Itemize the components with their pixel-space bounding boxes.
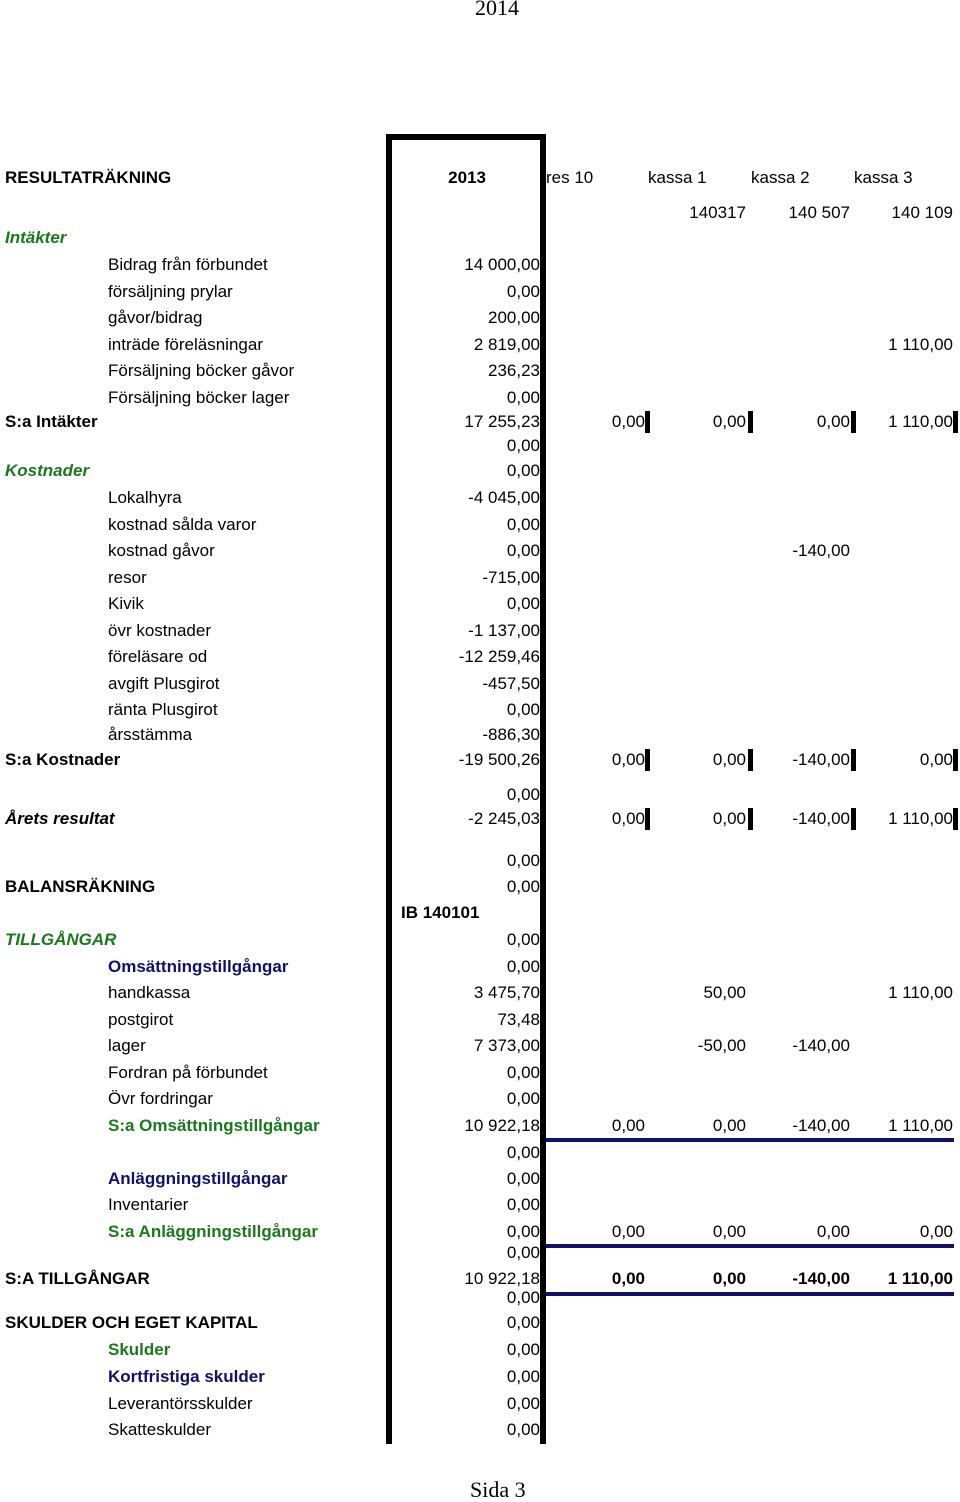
row-label: ränta Plusgirot: [108, 700, 218, 719]
row-label: kostnad sålda varor: [108, 515, 257, 534]
cell-v2013: 0,00: [506, 877, 540, 896]
cell-k1: 50,00: [703, 983, 746, 1002]
row-label: övr kostnader: [108, 621, 211, 640]
cell-k3: 0,00: [919, 1222, 953, 1241]
cell-v2013: 0,00: [506, 1143, 540, 1162]
cell-k3: 0,00: [919, 750, 953, 769]
cell-v2013: 14 000,00: [464, 255, 540, 274]
cell-v2013: 0,00: [506, 1222, 540, 1241]
cell-v2013: -457,50: [482, 674, 540, 693]
row-label: avgift Plusgirot: [108, 674, 220, 693]
cell-v2013: 3 475,70: [473, 983, 540, 1002]
cell-res: 0,00: [611, 1222, 645, 1241]
column-header-kassa-1: kassa 1: [648, 168, 707, 187]
cell-v2013: -19 500,26: [458, 750, 540, 769]
row-label: Leverantörsskulder: [108, 1394, 253, 1413]
cell-res: 0,00: [611, 412, 645, 431]
row-label: Kostnader: [5, 461, 90, 480]
cell-marker: [851, 749, 856, 771]
row-label: inträde föreläsningar: [108, 335, 263, 354]
cell-v2013: 73,48: [497, 1010, 540, 1029]
cell-res: 0,00: [611, 1269, 645, 1288]
cell-k3: 1 110,00: [888, 809, 953, 828]
cell-v2013: 0,00: [506, 541, 540, 560]
row-label: Omsättningstillgångar: [108, 957, 289, 976]
row-label: Bidrag från förbundet: [108, 255, 268, 274]
row-label: Anläggningstillgångar: [108, 1169, 288, 1188]
cell-res: 0,00: [611, 750, 645, 769]
cell-v2013: 0,00: [506, 436, 540, 455]
cell-v2013: 0,00: [506, 515, 540, 534]
cell-v2013: 0,00: [506, 957, 540, 976]
cell-k1: 0,00: [712, 412, 746, 431]
row-label: SKULDER OCH EGET KAPITAL: [5, 1313, 258, 1332]
row-label: Kivik: [108, 594, 144, 613]
cell-k2: -140,00: [792, 541, 850, 560]
page-year: 2014: [475, 0, 519, 20]
cell-v2013: 0,00: [506, 700, 540, 719]
total-underline: [546, 1244, 954, 1248]
cell-v2013: -12 259,46: [458, 647, 540, 666]
cell-marker: [851, 411, 856, 433]
cell-v2013: -1 137,00: [468, 621, 540, 640]
cell-k2: 0,00: [816, 412, 850, 431]
cell-res: 0,00: [611, 1116, 645, 1135]
row-label: Försäljning böcker gåvor: [108, 361, 295, 380]
row-label: Kortfristiga skulder: [108, 1367, 265, 1386]
cell-v2013: 0,00: [506, 1340, 540, 1359]
row-label: Årets resultat: [5, 809, 115, 828]
kassa-2-date: 140 507: [788, 203, 850, 222]
kassa-3-date: 140 109: [891, 203, 953, 222]
row-label: S:a Anläggningstillgångar: [108, 1222, 318, 1241]
cell-k1: 0,00: [712, 1222, 746, 1241]
cell-marker: [645, 749, 650, 771]
cell-v2013: -886,30: [482, 725, 540, 744]
column-rule-left: [386, 138, 392, 1444]
cell-v2013: 0,00: [506, 1367, 540, 1386]
row-label: Lokalhyra: [108, 488, 182, 507]
row-label: Intäkter: [5, 228, 67, 247]
cell-marker: [748, 411, 753, 433]
cell-v2013: 0,00: [506, 1313, 540, 1332]
column-header-2013: 2013: [448, 168, 486, 187]
cell-v2013: 0,00: [506, 594, 540, 613]
row-label: årsstämma: [108, 725, 193, 744]
column-header-res: res 10: [546, 168, 594, 187]
row-label: försäljning prylar: [108, 282, 233, 301]
cell-marker: [851, 808, 856, 830]
cell-k2: -140,00: [792, 809, 850, 828]
column-header-kassa-3: kassa 3: [854, 168, 913, 187]
cell-v2013: 0,00: [506, 1169, 540, 1188]
row-label: Övr fordringar: [108, 1089, 213, 1108]
row-label: Skatteskulder: [108, 1420, 211, 1439]
cell-v2013: 10 922,18: [464, 1269, 540, 1288]
cell-k1: 0,00: [712, 1116, 746, 1135]
total-underline: [546, 1292, 954, 1296]
cell-v2013: 0,00: [506, 851, 540, 870]
row-label: S:a Kostnader: [5, 750, 121, 769]
statement-title: RESULTATRÄKNING: [5, 168, 172, 187]
cell-k3: 1 110,00: [887, 1269, 953, 1288]
column-rule-right: [540, 138, 546, 1444]
row-label: handkassa: [108, 983, 191, 1002]
cell-marker: [953, 749, 958, 771]
row-label: lager: [108, 1036, 146, 1055]
cell-v2013: 7 373,00: [473, 1036, 540, 1055]
cell-marker: [645, 411, 650, 433]
row-label: resor: [108, 568, 147, 587]
row-label: kostnad gåvor: [108, 541, 215, 560]
cell-v2013: 0,00: [506, 1243, 540, 1262]
cell-marker: [748, 749, 753, 771]
cell-v2013: 0,00: [506, 1063, 540, 1082]
row-label: postgirot: [108, 1010, 174, 1029]
cell-v2013: 0,00: [506, 1195, 540, 1214]
row-label: S:a Omsättningstillgångar: [108, 1116, 320, 1135]
cell-k1: 0,00: [712, 750, 746, 769]
cell-k1: 0,00: [712, 809, 746, 828]
cell-marker: [645, 808, 650, 830]
row-label: S:A TILLGÅNGAR: [5, 1269, 150, 1288]
cell-k1: -50,00: [697, 1036, 746, 1055]
cell-marker: [953, 411, 958, 433]
kassa-1-date: 140317: [689, 203, 746, 222]
cell-v2013: 0,00: [506, 1394, 540, 1413]
cell-v2013: 0,00: [506, 930, 540, 949]
cell-k2: -140,00: [792, 1036, 850, 1055]
row-label: föreläsare od: [108, 647, 208, 666]
page-number: Sida 3: [470, 1477, 526, 1502]
cell-v2013: -4 045,00: [468, 488, 540, 507]
cell-v2013: 0,00: [506, 1089, 540, 1108]
cell-v2013: -715,00: [482, 568, 540, 587]
cell-v2013: 10 922,18: [464, 1116, 540, 1135]
cell-v2013: -2 245,03: [468, 809, 540, 828]
cell-v2013: 0,00: [506, 1420, 540, 1439]
row-label: gåvor/bidrag: [108, 308, 203, 327]
row-label: BALANSRÄKNING: [5, 877, 156, 896]
cell-marker: [953, 808, 958, 830]
cell-k2: -140,00: [792, 750, 850, 769]
cell-v2013: 17 255,23: [464, 412, 540, 431]
cell-v2013: 0,00: [506, 282, 540, 301]
row-label: Fordran på förbundet: [108, 1063, 268, 1082]
row-label: Skulder: [108, 1340, 171, 1359]
cell-v2013: 236,23: [488, 361, 540, 380]
cell-k3: 1 110,00: [888, 1116, 953, 1135]
cell-k3: 1 110,00: [888, 412, 953, 431]
cell-k1: 0,00: [712, 1269, 746, 1288]
cell-k2: 0,00: [816, 1222, 850, 1241]
column-rule-top: [386, 134, 546, 140]
cell-v2013: 0,00: [506, 461, 540, 480]
row-label: S:a Intäkter: [5, 412, 98, 431]
column-header-kassa-2: kassa 2: [751, 168, 810, 187]
cell-k2: -140,00: [792, 1269, 850, 1288]
cell-v2013: 200,00: [488, 308, 540, 327]
cell-v2013: 0,00: [506, 388, 540, 407]
row-label: TILLGÅNGAR: [5, 930, 117, 949]
row-label: Inventarier: [108, 1195, 189, 1214]
row-label: Försäljning böcker lager: [108, 388, 290, 407]
total-underline: [546, 1138, 954, 1142]
opening-balance-label: IB 140101: [401, 903, 480, 922]
cell-k2: -140,00: [792, 1116, 850, 1135]
cell-k3: 1 110,00: [888, 335, 953, 354]
cell-v2013: 0,00: [506, 785, 540, 804]
cell-v2013: 0,00: [506, 1288, 540, 1307]
cell-marker: [748, 808, 753, 830]
cell-k3: 1 110,00: [888, 983, 953, 1002]
cell-res: 0,00: [611, 809, 645, 828]
cell-v2013: 2 819,00: [473, 335, 540, 354]
